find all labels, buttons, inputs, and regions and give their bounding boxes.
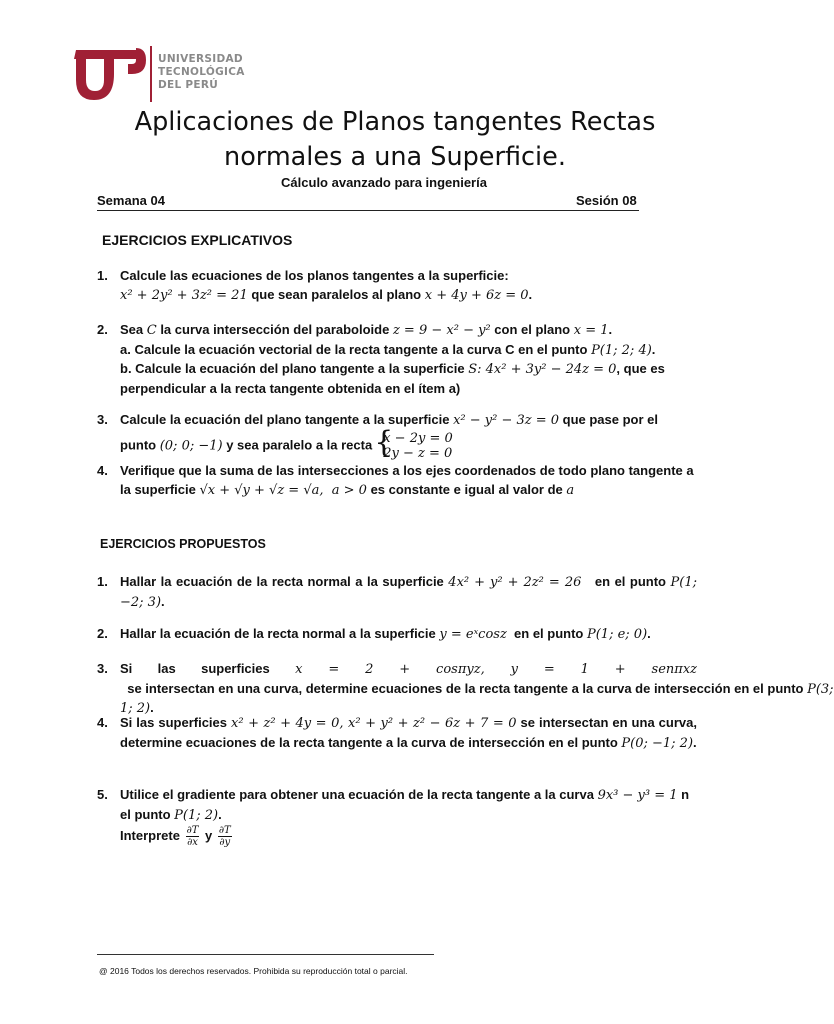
paraboloid-equation: z = 9 − x² − y² [392, 323, 491, 338]
system-equation-1: x − 2y = 0 [383, 430, 453, 446]
item-text: Hallar la ecuación de la recta normal a la superficie [120, 574, 449, 589]
week-label: Semana 04 [97, 193, 165, 208]
section-heading-propuestos: EJERCICIOS PROPUESTOS [100, 537, 266, 551]
item-text: Verifique que la suma de las intersecciones a los ejes coordenados de todo plano tangente a la superficie [120, 463, 694, 497]
point-coordinates: P(1; 2; 4) [591, 342, 652, 358]
fraction-denominator: ∂x [187, 837, 198, 848]
item-text: . [150, 700, 154, 715]
subitem-a-text: a. Calcule la ecuación vectorial de la recta tangente a la curva C en el punto [120, 341, 592, 357]
item-text: es constante e igual al valor de [366, 481, 567, 497]
line-system [374, 424, 453, 461]
university-logo [74, 44, 254, 106]
institution-name [158, 53, 245, 92]
utp-logo-mark-icon [74, 44, 146, 104]
item-number: 3. [97, 412, 108, 427]
item-number: 4. [97, 463, 108, 478]
surface-equation: x² + 2y² + 3z² = 21 [120, 287, 248, 303]
left-brace-icon: { [374, 424, 394, 460]
title-line-1: Aplicaciones de Planos tangentes Rectas [134, 107, 656, 137]
propuesto-item-2 [97, 625, 697, 645]
plane-equation: x + 4y + 6z = 0 [424, 287, 529, 303]
surface-equation: y = eˣcosz [439, 627, 507, 642]
course-subtitle: Cálculo avanzado para ingeniería [281, 175, 487, 190]
constant-symbol: a [566, 482, 575, 498]
item-text: Calcule las ecuaciones de los planos tangentes a la superficie: [120, 268, 509, 283]
subitem-b-text: b. Calcule la ecuación del plano tangente a la superficie [120, 361, 469, 376]
item-number: 1. [97, 268, 108, 283]
curve-equation: 9x³ − y³ = 1 [597, 788, 678, 803]
logo-divider [150, 46, 152, 102]
item-text: . [218, 806, 222, 822]
item-text: la curva intersección del paraboloide [156, 322, 393, 337]
item-text: que sean paralelos al plano [247, 286, 425, 302]
institution-line-2: TECNOLÓGICA [158, 66, 245, 78]
item-number: 4. [97, 715, 108, 730]
page-title [80, 105, 710, 175]
item-text: n el punto [120, 787, 690, 822]
system-equation-2: 2y − z = 0 [383, 445, 453, 461]
item-text: en el punto [581, 574, 671, 589]
item-number: 5. [97, 787, 108, 802]
copyright-footer: @ 2016 Todos los derechos reservados. Prohibida su reproducción total o parcial. [99, 966, 408, 976]
item-text: Si las superficies [120, 715, 232, 730]
partial-derivative-y [218, 825, 232, 848]
surface-equation: 4x² + y² + 2z² = 26 [448, 575, 582, 590]
title-line-2: normales a una Superficie. [224, 142, 566, 172]
item-text: Sea [120, 322, 147, 337]
point-coordinates: P(1; 2) [174, 807, 219, 823]
item-text: . [647, 626, 651, 641]
propuesto-item-4 [97, 714, 697, 753]
item-text: . [693, 734, 697, 750]
point-coordinates: (0; 0; −1) [159, 437, 223, 453]
point-coordinates: P(0; −1; 2) [621, 735, 694, 751]
propuesto-item-3 [97, 660, 834, 719]
point-coordinates: P(1; −2; 3) [120, 575, 697, 610]
item-text: se intersectan en una curva, determine ecuaciones de la recta tangente a la curva de intersección en el punto [120, 680, 808, 696]
institution-line-1: UNIVERSIDAD [158, 53, 243, 65]
item-number: 1. [97, 574, 108, 589]
item-text: se intersectan en una curva, determine ecuaciones de la recta tangente a la curva de intersección en el punto [120, 715, 697, 750]
point-coordinates: P(3; 1; 2) [120, 681, 834, 716]
item-text: Hallar la ecuación de la recta normal a la superficie [120, 626, 440, 641]
curve-symbol: C [146, 323, 157, 338]
surface-equation: √x + √y + √z = √a, a > 0 [199, 482, 367, 498]
fraction-numerator: ∂T [186, 825, 199, 836]
item-text: Utilice el gradiente para obtener una ecuación de la recta tangente a la curva [120, 787, 598, 802]
item-text: que pase por el punto [120, 412, 659, 452]
section-heading-explicativos: EJERCICIOS EXPLICATIVOS [102, 232, 293, 248]
header-rule [97, 210, 639, 211]
item-text: con el plano [490, 322, 574, 337]
institution-line-3: DEL PERÚ [158, 79, 219, 91]
footer-rule [97, 954, 434, 955]
item-text: . [528, 286, 533, 302]
explicativo-item-3 [97, 411, 697, 461]
item-text: en el punto [506, 626, 587, 641]
surface-equation: x² − y² − 3z = 0 [453, 413, 560, 428]
partial-derivative-x [186, 825, 200, 848]
propuesto-item-5 [97, 786, 697, 848]
item-number: 3. [97, 661, 108, 676]
item-number: 2. [97, 322, 108, 337]
session-label: Sesión 08 [576, 193, 637, 208]
propuesto-item-1 [97, 573, 697, 612]
explicativo-item-2 [97, 321, 697, 398]
item-text: Calcule la ecuación del plano tangente a la superficie [120, 412, 454, 427]
explicativo-item-4 [97, 462, 697, 500]
item-text: . [651, 341, 656, 357]
conjunction-text: y [201, 827, 216, 843]
item-text: Si las superficies [120, 661, 296, 676]
fraction-numerator: ∂T [218, 825, 231, 836]
item-text: . [608, 322, 613, 337]
item-text: y sea paralelo a la recta [222, 436, 373, 452]
fraction-denominator: ∂y [219, 837, 231, 848]
item-number: 2. [97, 626, 108, 641]
surface-equation: S: 4x² + 3y² − 24z = 0 [468, 362, 617, 377]
item-text: . [161, 593, 165, 609]
point-coordinates: P(1; e; 0) [586, 627, 648, 642]
explicativo-item-1 [97, 267, 697, 305]
surfaces-equations: x = 2 + cosπyz, y = 1 + senπxz [295, 662, 697, 677]
item-text: , que es perpendicular a la recta tangente obtenida en el ítem a) [120, 361, 665, 396]
interprete-label: Interprete [120, 827, 184, 843]
plane-equation: x = 1 [573, 323, 609, 338]
surfaces-equations: x² + z² + 4y = 0, x² + y² + z² − 6z + 7 = 0 [231, 716, 517, 731]
